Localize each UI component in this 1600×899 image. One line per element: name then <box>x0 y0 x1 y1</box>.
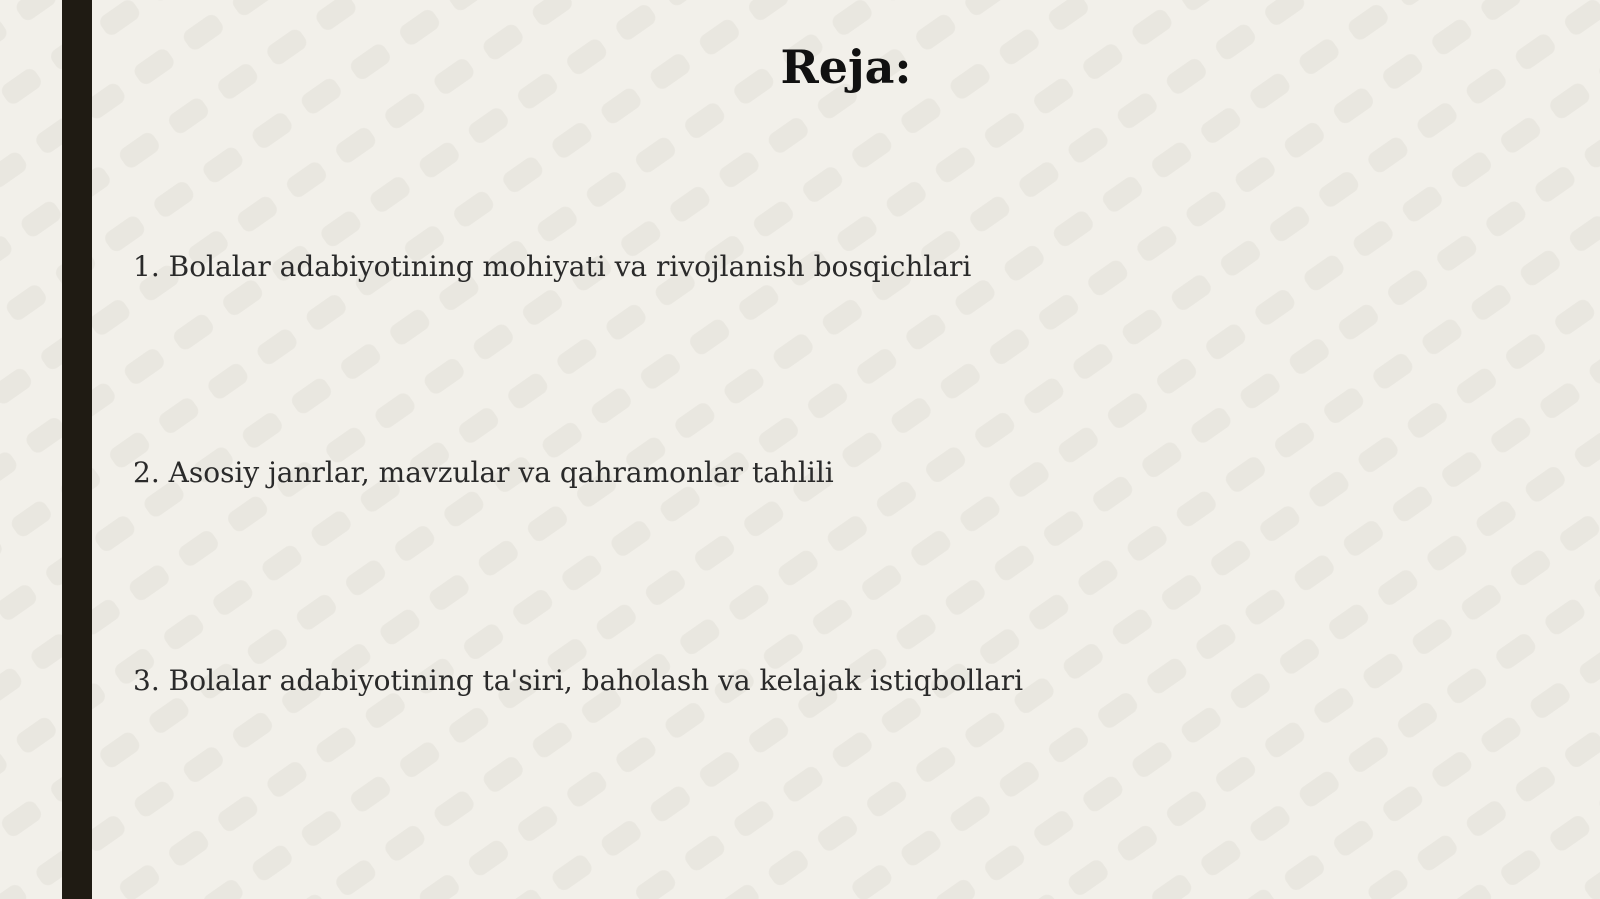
accent-bar <box>62 0 92 899</box>
plan-item-3: 3. Bolalar adabiyotining ta'siri, baholash va kelajak istiqbollari <box>133 664 1024 697</box>
slide-title: Reja: <box>780 40 912 94</box>
plan-item-2: 2. Asosiy janrlar, mavzular va qahramonlar tahlili <box>133 456 834 489</box>
plan-item-1: 1. Bolalar adabiyotining mohiyati va rivojlanish bosqichlari <box>133 250 972 283</box>
